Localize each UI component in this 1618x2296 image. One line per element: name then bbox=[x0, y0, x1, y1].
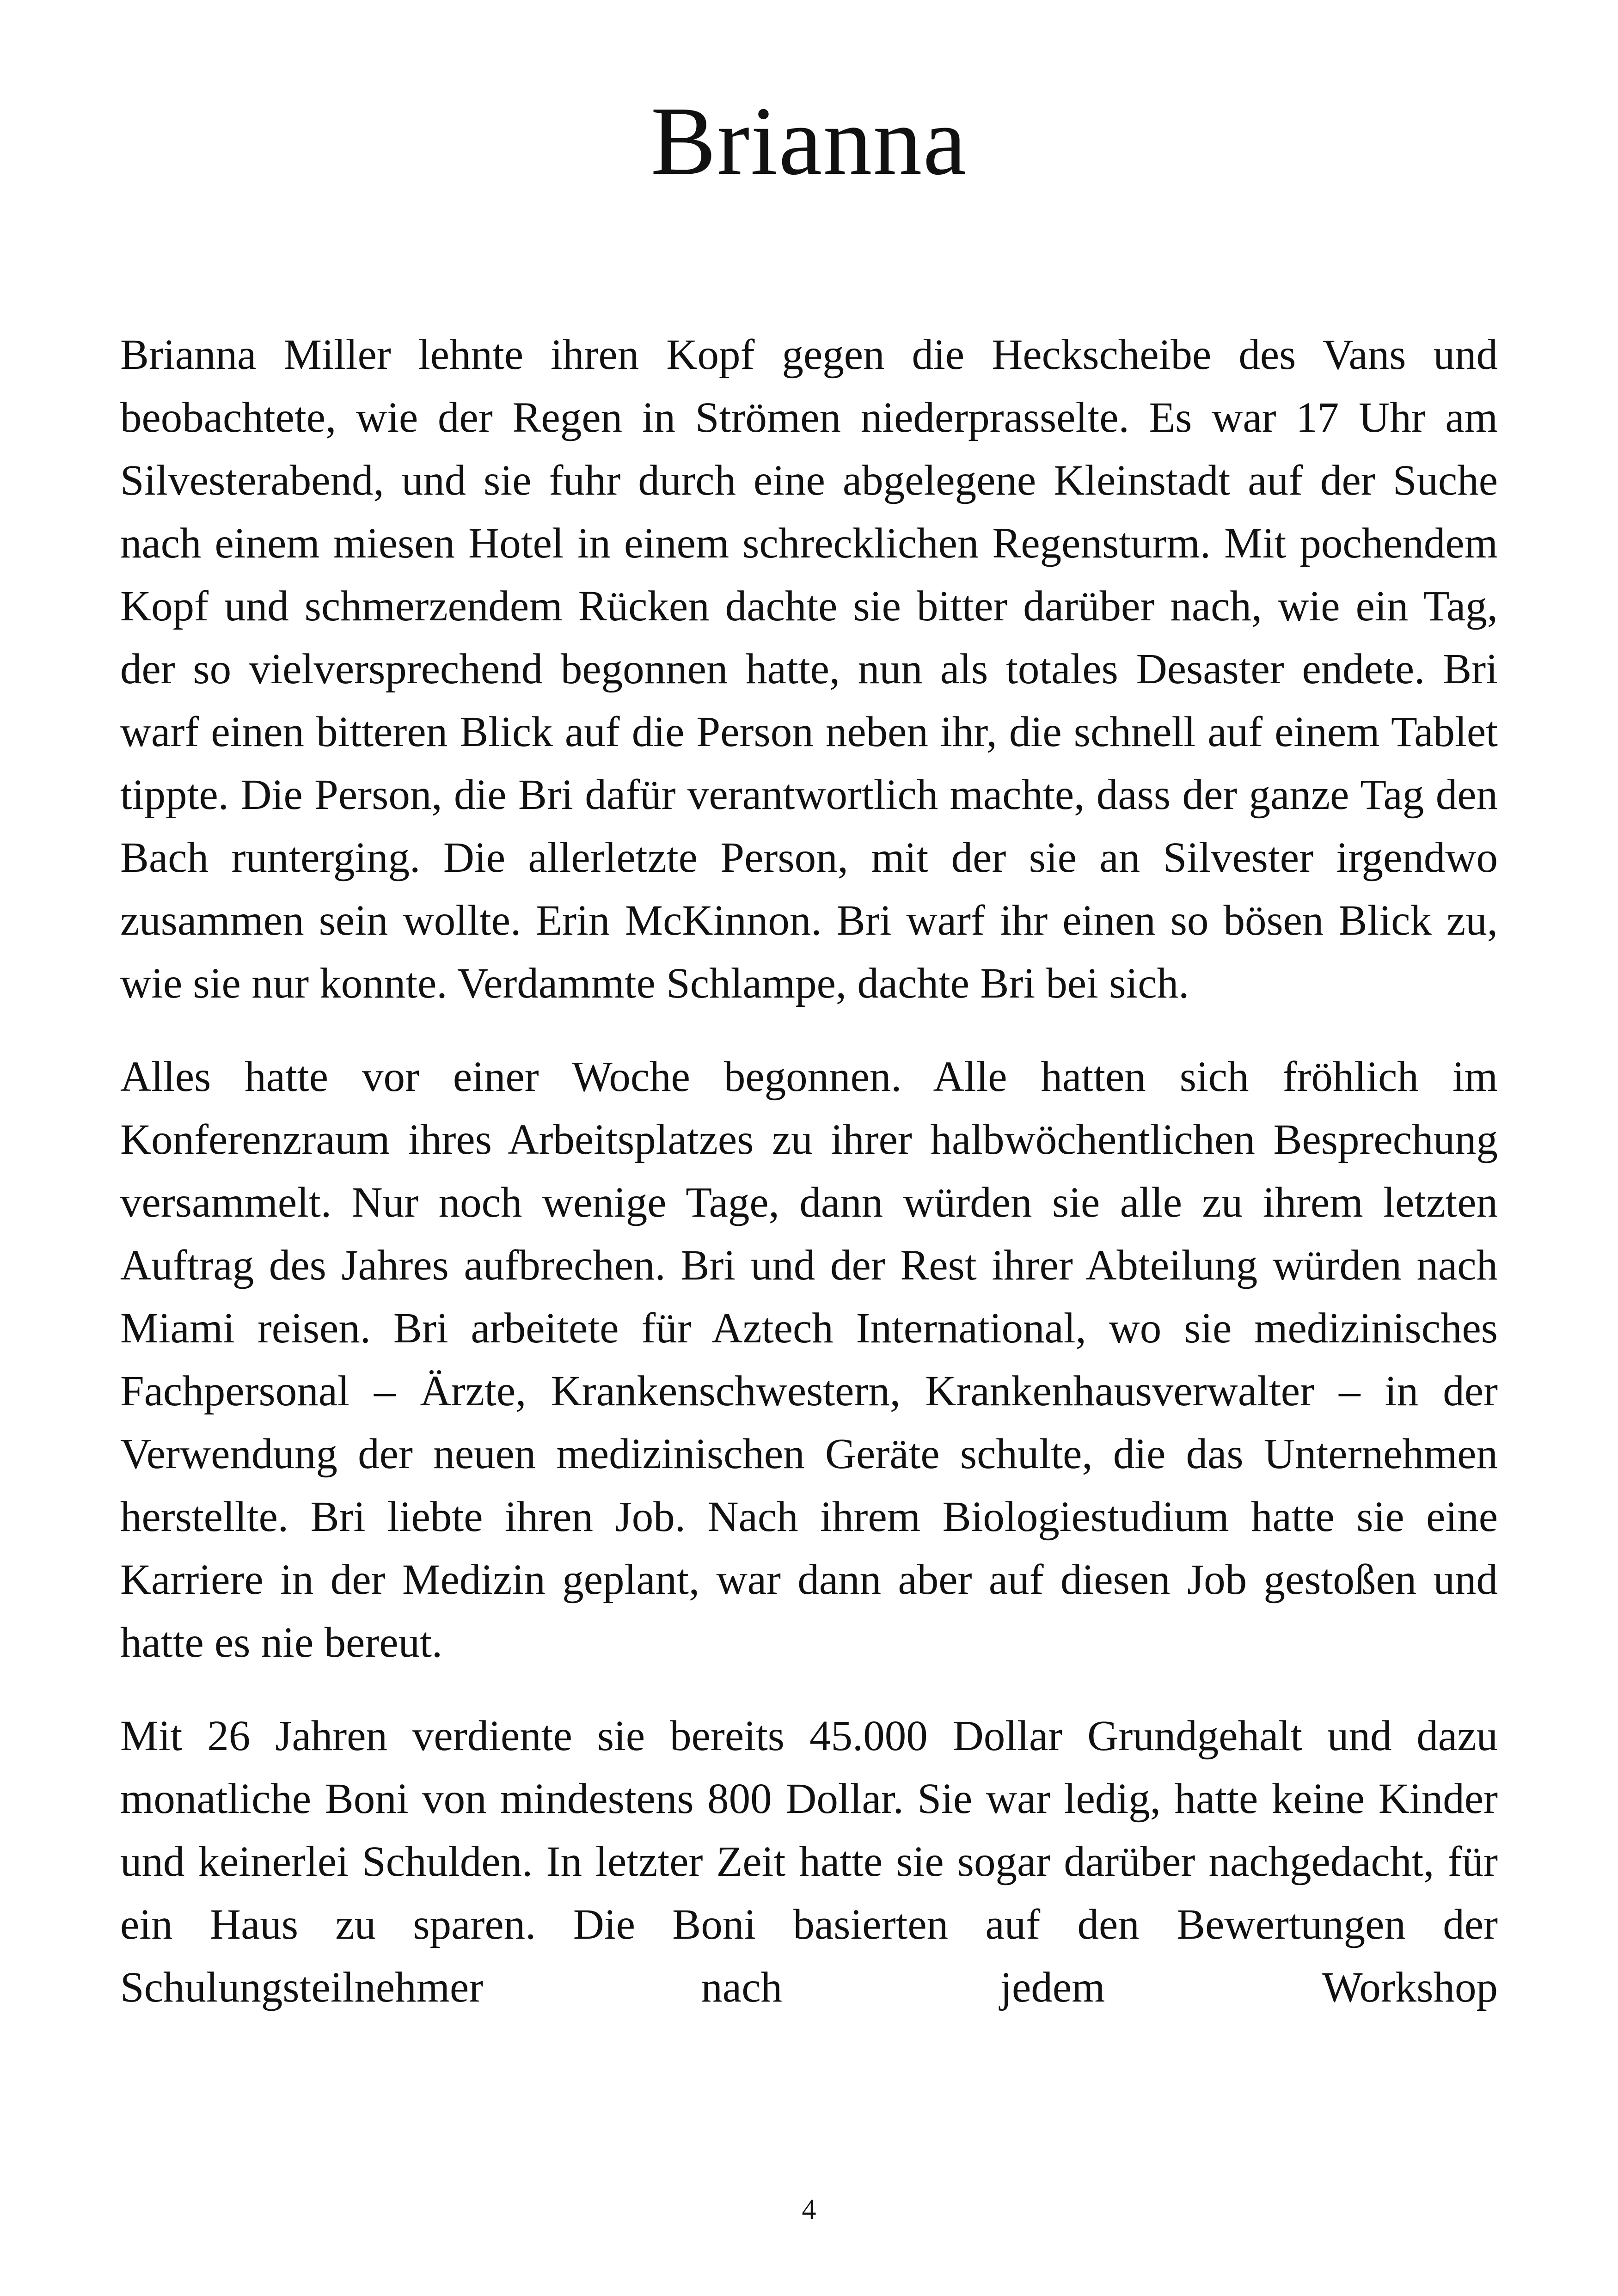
paragraph-2: Alles hatte vor einer Woche begonnen. Alle hatten sich fröhlich im Konferenzraum ihres Arbeitsplatzes zu ihrer halbwöchentlichen Besprechung versammelt. Nur noch wenige Tage, dann würden sie alle zu ihrem letzten Auftrag des Jahres aufbrechen. Bri und der Rest ihrer Abteilung würden nach Miami reisen. Bri arbeitete für Aztech International, wo sie medizinisches Fachpersonal – Ärzte, Krankenschwestern, Krankenhausverwalter – in der Verwendung der neuen medizinischen Geräte schulte, die das Unternehmen herstellte. Bri liebte ihren Job. Nach ihrem Biologiestudium hatte sie eine Karriere in der Medizin geplant, war dann aber auf diesen Job gestoßen und hatte es nie bereut. bbox=[120, 1053, 1498, 1666]
paragraph-3: Mit 26 Jahren verdiente sie bereits 45.000 Dollar Grundgehalt und dazu monatliche Boni von mindestens 800 Dollar. Sie war ledig, hatte keine Kinder und keinerlei Schulden. In letzter Zeit hatte sie sogar darüber nachgedacht, für ein Haus zu sparen. Die Boni basierten auf den Bewertungen der Schulungsteilnehmer nach jedem Workshop bbox=[120, 1712, 1498, 2011]
chapter-title: Brianna bbox=[650, 86, 968, 195]
body-text bbox=[120, 324, 1498, 2050]
paragraph-1: Brianna Miller lehnte ihren Kopf gegen die Heckscheibe des Vans und beobachtete, wie der Regen in Strömen niederprasselte. Es war 17 Uhr am Silvesterabend, und sie fuhr durch eine abgelegene Kleinstadt auf der Suche nach einem miesen Hotel in einem schrecklichen Regensturm. Mit pochendem Kopf und schmerzendem Rücken dachte sie bitter darüber nach, wie ein Tag, der so vielversprechend begonnen hatte, nun als totales Desaster endete. Bri warf einen bitteren Blick auf die Person neben ihr, die schnell auf einem Tablet tippte. Die Person, die Bri dafür verantwortlich machte, dass der ganze Tag den Bach runterging. Die allerletzte Person, mit der sie an Silvester irgendwo zusammen sein wollte. Erin McKinnon. Bri warf ihr einen so bösen Blick zu, wie sie nur konnte. Verdammte Schlampe, dachte Bri bei sich. bbox=[120, 331, 1498, 1007]
page-number: 4 bbox=[802, 2194, 816, 2225]
